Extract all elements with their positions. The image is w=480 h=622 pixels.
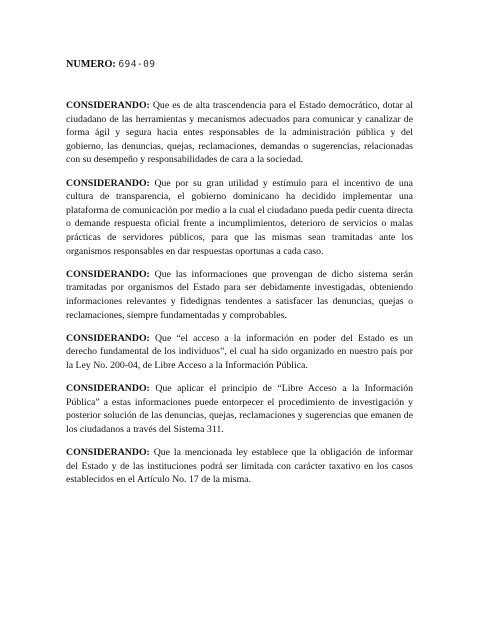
considerando-text: Que la mencionada ley establece que la obligación de informar del Estado y de las instituciones podrá ser limitada con carácter taxativo en los casos establecidos en el Artículo No. 17 de la misma.	[66, 447, 413, 486]
decree-number-label: NUMERO:	[66, 59, 116, 70]
considerando-label: CONSIDERANDO:	[66, 447, 150, 459]
document-page	[66, 0, 413, 622]
considerando-text: Que por su gran utilidad y estímulo para el incentivo de una cultura de transparencia, el gobierno dominicano ha decidido implementar una plataforma de comunicación por medio a la cual el ciudadano pueda pedir cuenta directa o demande respuesta oficial frente a incumplimientos, deterioro de servicios o malas prácticas de servidores públicos, para que las mismas sean tramitadas ante los organismos responsables en dar respuestas oportunas a cada caso.	[66, 177, 413, 257]
considerando-text: Que “el acceso a la información en poder del Estado es un derecho fundamental de los individuos”, el cual ha sido organizado en nuestro país por la Ley No. 200-04, de Libre Acceso a la Información Pública.	[66, 332, 413, 371]
considerando-paragraph-1	[66, 99, 413, 167]
considerando-paragraph-4	[66, 332, 413, 373]
considerando-text: Que aplicar el principio de “Libre Acceso a la Información Pública” a estas informaciones puede entorpecer el procedimiento de investigación y posterior solución de las denuncias, quejas, reclamaciones y sugerencias que emanen de los ciudadanos a través del Sistema 311.	[66, 383, 413, 435]
considerando-label: CONSIDERANDO:	[66, 268, 150, 280]
considerandos-section	[66, 99, 413, 496]
decree-number-line	[66, 58, 155, 71]
considerando-text: Que es de alta trascendencia para el Estado democrático, dotar al ciudadano de las herramientas y mecanismos adecuados para comunicar y canalizar de forma ágil y segura hacia entes responsables de la administración pública y del gobierno, las denuncias, quejas, reclamaciones, demandas o sugerencias, relacionadas con su desempeño y responsabilidades de cara a la sociedad.	[66, 100, 413, 166]
considerando-label: CONSIDERANDO:	[66, 177, 150, 189]
considerando-label: CONSIDERANDO:	[66, 100, 150, 111]
considerando-paragraph-3	[66, 268, 413, 322]
decree-number-value: 694-09	[118, 59, 156, 70]
considerando-label: CONSIDERANDO:	[66, 383, 150, 395]
considerando-text: Que las informaciones que provengan de dicho sistema serán tramitadas por organismos del Estado para ser debidamente investigadas, obteniendo informaciones relevantes y fidedignas tendentes a satisfacer las denuncias, quejas o reclamaciones, siempre fundamentadas y comprobables.	[66, 268, 414, 321]
considerando-paragraph-5	[66, 382, 413, 436]
considerando-paragraph-2	[66, 177, 413, 259]
considerando-label: CONSIDERANDO:	[66, 332, 150, 344]
considerando-paragraph-6	[66, 446, 413, 487]
